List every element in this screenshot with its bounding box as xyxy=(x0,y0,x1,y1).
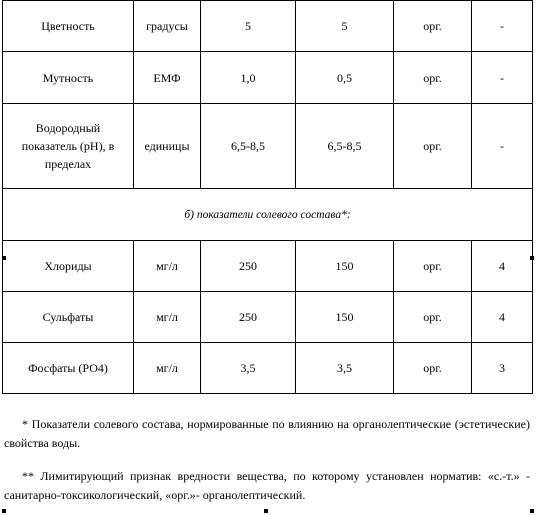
value-cell: 250 xyxy=(201,241,296,292)
table-row xyxy=(3,52,533,104)
value-cell: 5 xyxy=(296,1,394,52)
footnote-hazard-sign: ** Лимитирующий признак вредности вещества, по которому установлен норматив: «с.-т.» - санитарно-токсикологический, «орг.»- органолептический. xyxy=(4,469,530,502)
resize-handle[interactable] xyxy=(264,509,268,513)
resize-handle[interactable] xyxy=(2,509,6,513)
unit-cell: мг/л xyxy=(134,292,201,343)
hazard-class-cell: 4 xyxy=(472,292,533,343)
hazard-sign-cell: орг. xyxy=(394,52,472,104)
hazard-class-cell: 4 xyxy=(472,241,533,292)
hazard-class-cell: - xyxy=(472,52,533,104)
hazard-sign-cell: орг. xyxy=(394,104,472,189)
indicator-name: Фосфаты (РО4) xyxy=(3,343,134,394)
value-cell: 5 xyxy=(201,1,296,52)
value-cell: 150 xyxy=(296,292,394,343)
section-title: б) показатели солевого состава*: xyxy=(3,189,533,241)
unit-cell: мг/л xyxy=(134,343,201,394)
unit-cell: единицы xyxy=(134,104,201,189)
value-cell: 250 xyxy=(201,292,296,343)
indicator-name: Цветность xyxy=(3,1,134,52)
value-cell: 150 xyxy=(296,241,394,292)
resize-handle[interactable] xyxy=(530,256,534,260)
hazard-sign-cell: орг. xyxy=(394,292,472,343)
table-row xyxy=(3,104,533,189)
indicator-name: Хлориды xyxy=(3,241,134,292)
unit-cell: мг/л xyxy=(134,241,201,292)
hazard-class-cell: 3 xyxy=(472,343,533,394)
value-cell: 6,5-8,5 xyxy=(296,104,394,189)
hazard-sign-cell: орг. xyxy=(394,1,472,52)
table-row xyxy=(3,292,533,343)
water-quality-table xyxy=(2,0,533,394)
indicator-name: Мутность xyxy=(3,52,134,104)
hazard-class-cell: - xyxy=(472,1,533,52)
table-row xyxy=(3,1,533,52)
value-cell: 3,5 xyxy=(201,343,296,394)
unit-cell: ЕМФ xyxy=(134,52,201,104)
hazard-sign-cell: орг. xyxy=(394,343,472,394)
value-cell: 1,0 xyxy=(201,52,296,104)
value-cell: 0,5 xyxy=(296,52,394,104)
hazard-sign-cell: орг. xyxy=(394,241,472,292)
value-cell: 3,5 xyxy=(296,343,394,394)
table-row xyxy=(3,241,533,292)
value-cell: 6,5-8,5 xyxy=(201,104,296,189)
resize-handle[interactable] xyxy=(2,256,6,260)
footnote-salt-composition: * Показатели солевого состава, нормированные по влиянию на органолептические (эстетические) свойства воды. xyxy=(4,417,530,450)
hazard-class-cell: - xyxy=(472,104,533,189)
section-header-row xyxy=(3,189,533,241)
unit-cell: градусы xyxy=(134,1,201,52)
indicator-name: Водородный показатель (рН), в пределах xyxy=(3,104,134,189)
table-row xyxy=(3,343,533,394)
resize-handle[interactable] xyxy=(530,509,534,513)
indicator-name: Сульфаты xyxy=(3,292,134,343)
